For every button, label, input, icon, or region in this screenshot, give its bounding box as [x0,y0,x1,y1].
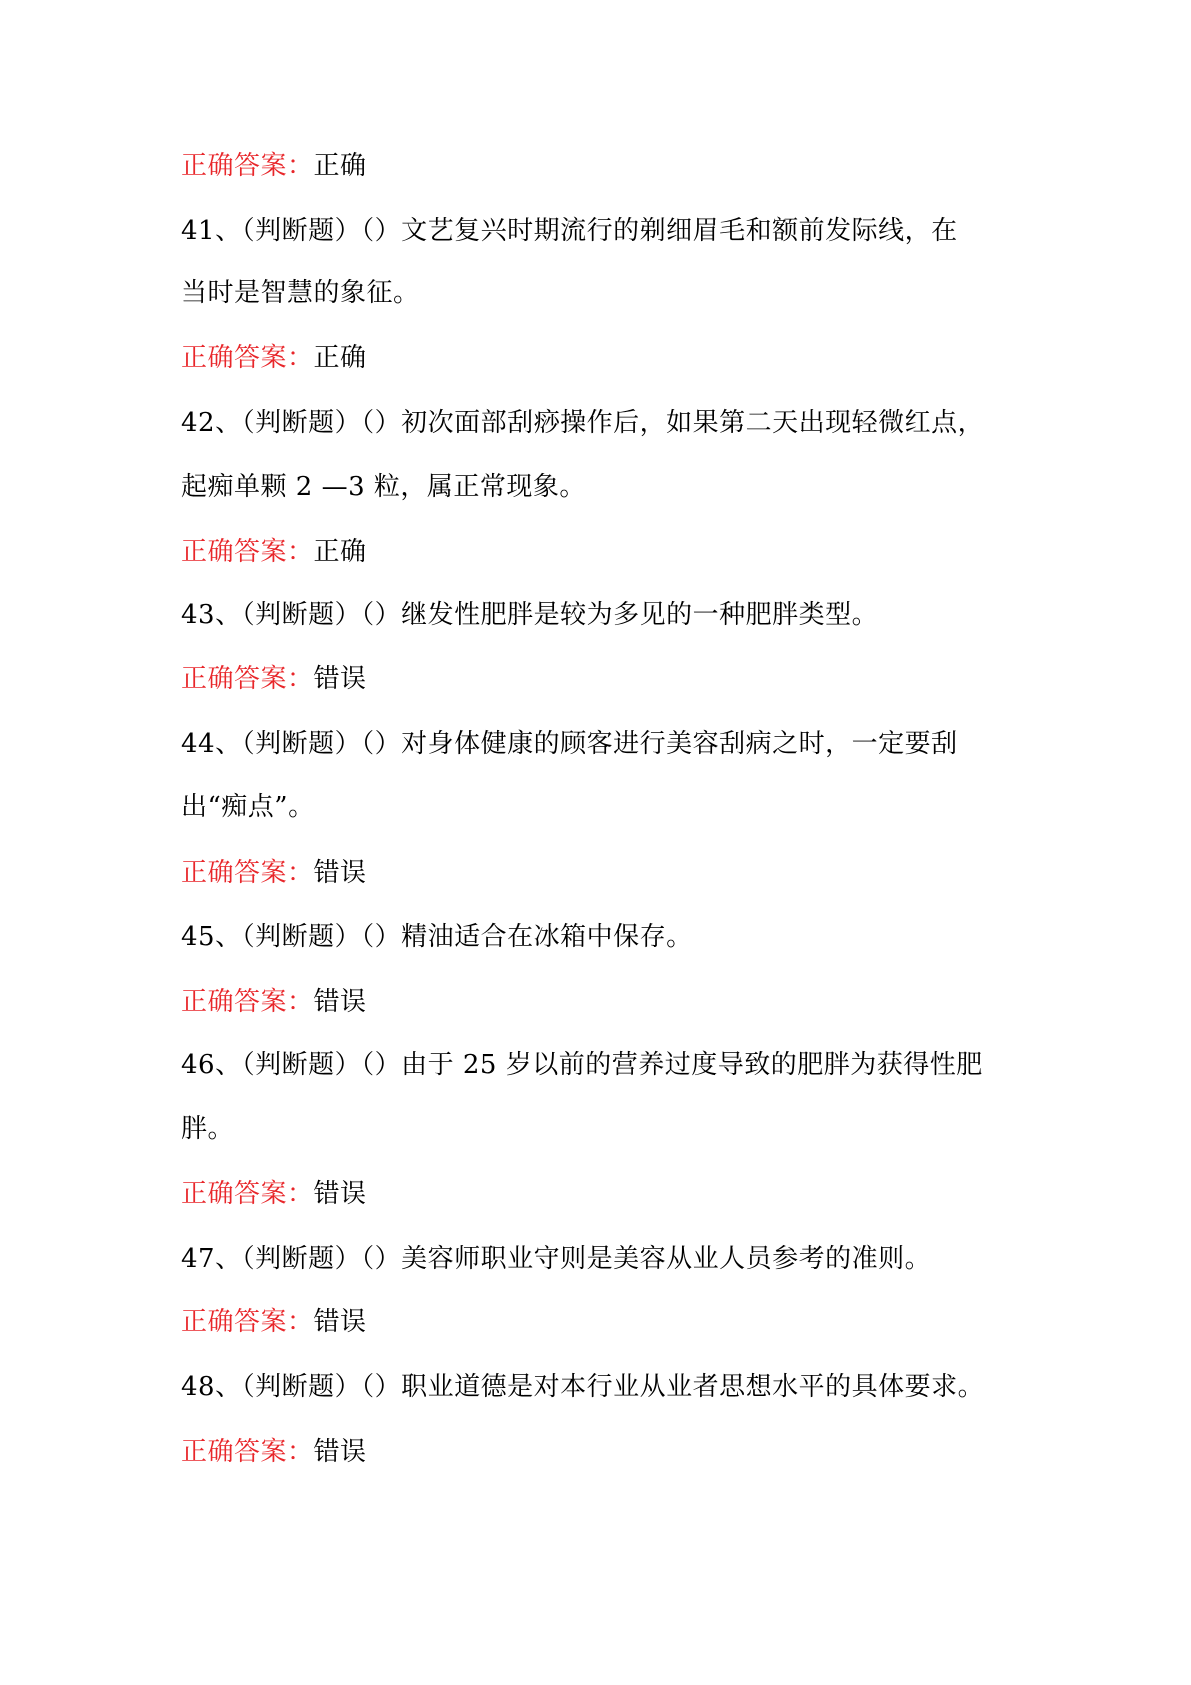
answer-line-44 [181,856,1021,890]
question-45-line-1: 45、（判断题）（）精油适合在冰箱中保存。 [181,922,693,952]
answer-label: 正确答案： [181,1307,314,1337]
answer-value: 错误 [313,858,367,888]
answer-line-47 [181,1305,1021,1339]
answer-line-43 [181,662,1021,696]
answer-label: 正确答案： [181,537,314,567]
question-41-line-2: 当时是智慧的象征。 [181,278,420,308]
question-47-line-1: 47、（判断题）（）美容师职业守则是美容从业人员参考的准则。 [181,1244,932,1274]
question-43-line-1: 43、（判断题）（）继发性肥胖是较为多见的一种肥胖类型。 [181,600,879,630]
answer-line-42 [181,535,1021,569]
answer-line-41 [181,341,1021,375]
answer-value: 正确 [313,343,367,373]
answer-label: 正确答案： [181,1437,314,1467]
answer-value: 正确 [313,537,367,567]
question-41-line-1: 41、（判断题）（）文艺复兴时期流行的剃细眉毛和额前发际线，在 [181,216,958,246]
answer-label: 正确答案： [181,1179,314,1209]
question-46-line-1: 46、（判断题）（）由于 25 岁以前的营养过度导致的肥胖为获得性肥 [181,1050,983,1080]
answer-label: 正确答案： [181,664,314,694]
answer-label: 正确答案： [181,151,314,181]
answer-label: 正确答案： [181,987,314,1017]
answer-value: 错误 [313,1179,367,1209]
answer-label: 正确答案： [181,858,314,888]
answer-label: 正确答案： [181,343,314,373]
answer-line-40 [181,149,1021,183]
answer-value: 错误 [313,1307,367,1337]
question-44-line-1: 44、（判断题）（）对身体健康的顾客进行美容刮病之时，一定要刮 [181,729,958,759]
question-42-line-2: 起痴单颗 2 —3 粒，属正常现象。 [181,472,586,502]
answer-value: 错误 [313,1437,367,1467]
answer-line-45 [181,985,1021,1019]
question-44-line-2: 出“痴点”。 [181,792,315,822]
question-42-line-1: 42、（判断题）（）初次面部刮痧操作后，如果第二天出现轻微红点， [181,408,985,438]
answer-value: 错误 [313,664,367,694]
question-46-line-2: 胖。 [181,1114,235,1144]
answer-value: 正确 [313,151,367,181]
question-48-line-1: 48、（判断题）（）职业道德是对本行业从业者思想水平的具体要求。 [181,1372,985,1402]
answer-line-46 [181,1177,1021,1211]
answer-value: 错误 [313,987,367,1017]
answer-line-48 [181,1435,1021,1469]
